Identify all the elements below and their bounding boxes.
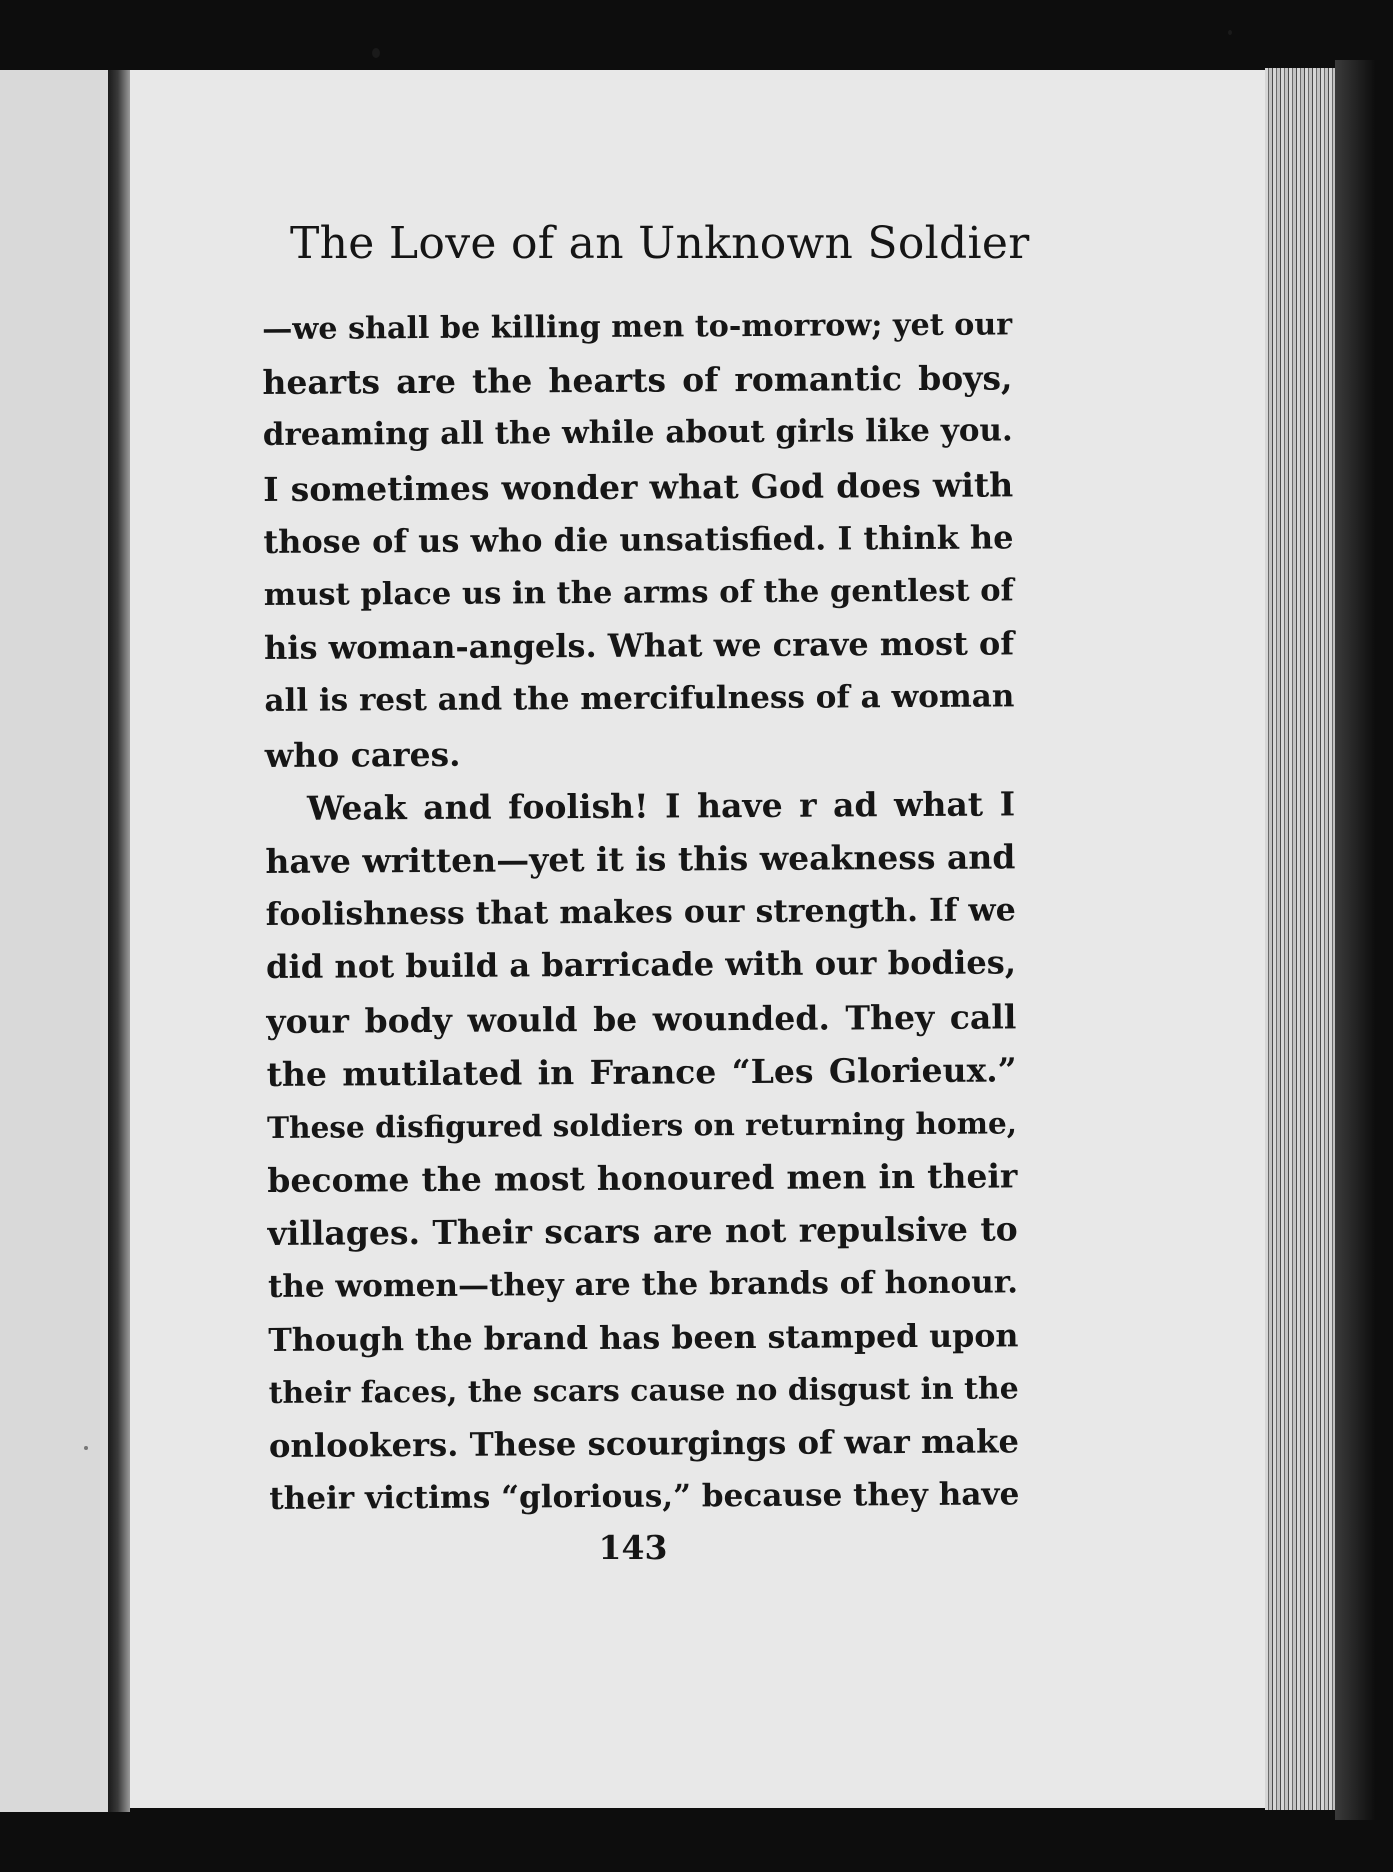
text-line: those of us who die unsatisfied. I think he [263,518,1014,561]
text-line: his woman-angels. What we crave most of [263,624,1015,668]
text-line: villages. Their scars are not repulsive to [267,1209,1018,1254]
text-line: —we shall be killing men to-morrow; yet our [262,307,1013,347]
text-line: their victims “glorious,” because they have [269,1476,1020,1518]
text-line: Though the brand has been stamped upon [268,1317,1019,1359]
body-text [262,298,1019,1526]
text-line: have written—yet it is this weakness and [265,837,1016,882]
text-line: your body would be wounded. They call [266,997,1017,1041]
text-line: who cares. [264,734,461,775]
scan-speck [84,1446,88,1450]
text-line: onlookers. These scourgings of war make [268,1422,1020,1466]
text-line: These disfigured soldiers on returning home, [266,1105,1018,1146]
page-number: 143 [598,1528,668,1567]
text-line: foolishness that makes our strength. If we [265,891,1016,934]
right-edge-shadow [1335,60,1393,1820]
running-head: The Love of an Unknown Soldier [290,218,1030,269]
page-stack-edge [1265,68,1345,1810]
gutter-shadow [108,70,130,1812]
text-line: I sometimes wonder what God does with [263,465,1014,509]
text-line: their faces, the scars cause no disgust in the [268,1371,1019,1412]
text-line: Weak and foolish! I have r ad what I [306,784,1016,828]
text-line: must place us in the arms of the gentlest of [263,572,1014,614]
text-line: the women—they are the brands of honour. [267,1264,1019,1305]
text-line: did not build a barricade with our bodies, [265,943,1017,987]
text-line: dreaming all the while about girls like you. [262,412,1013,454]
text-line: all is rest and the mercifulness of a woman [264,678,1015,720]
scan-speck [372,48,380,58]
text-line: the mutilated in France “Les Glorieux.” [266,1050,1017,1094]
text-line: become the most honoured men in their [267,1156,1018,1201]
previous-page-edge [0,70,112,1812]
scan-speck [1228,30,1232,35]
text-line: hearts are the hearts of romantic boys, [262,358,1013,403]
